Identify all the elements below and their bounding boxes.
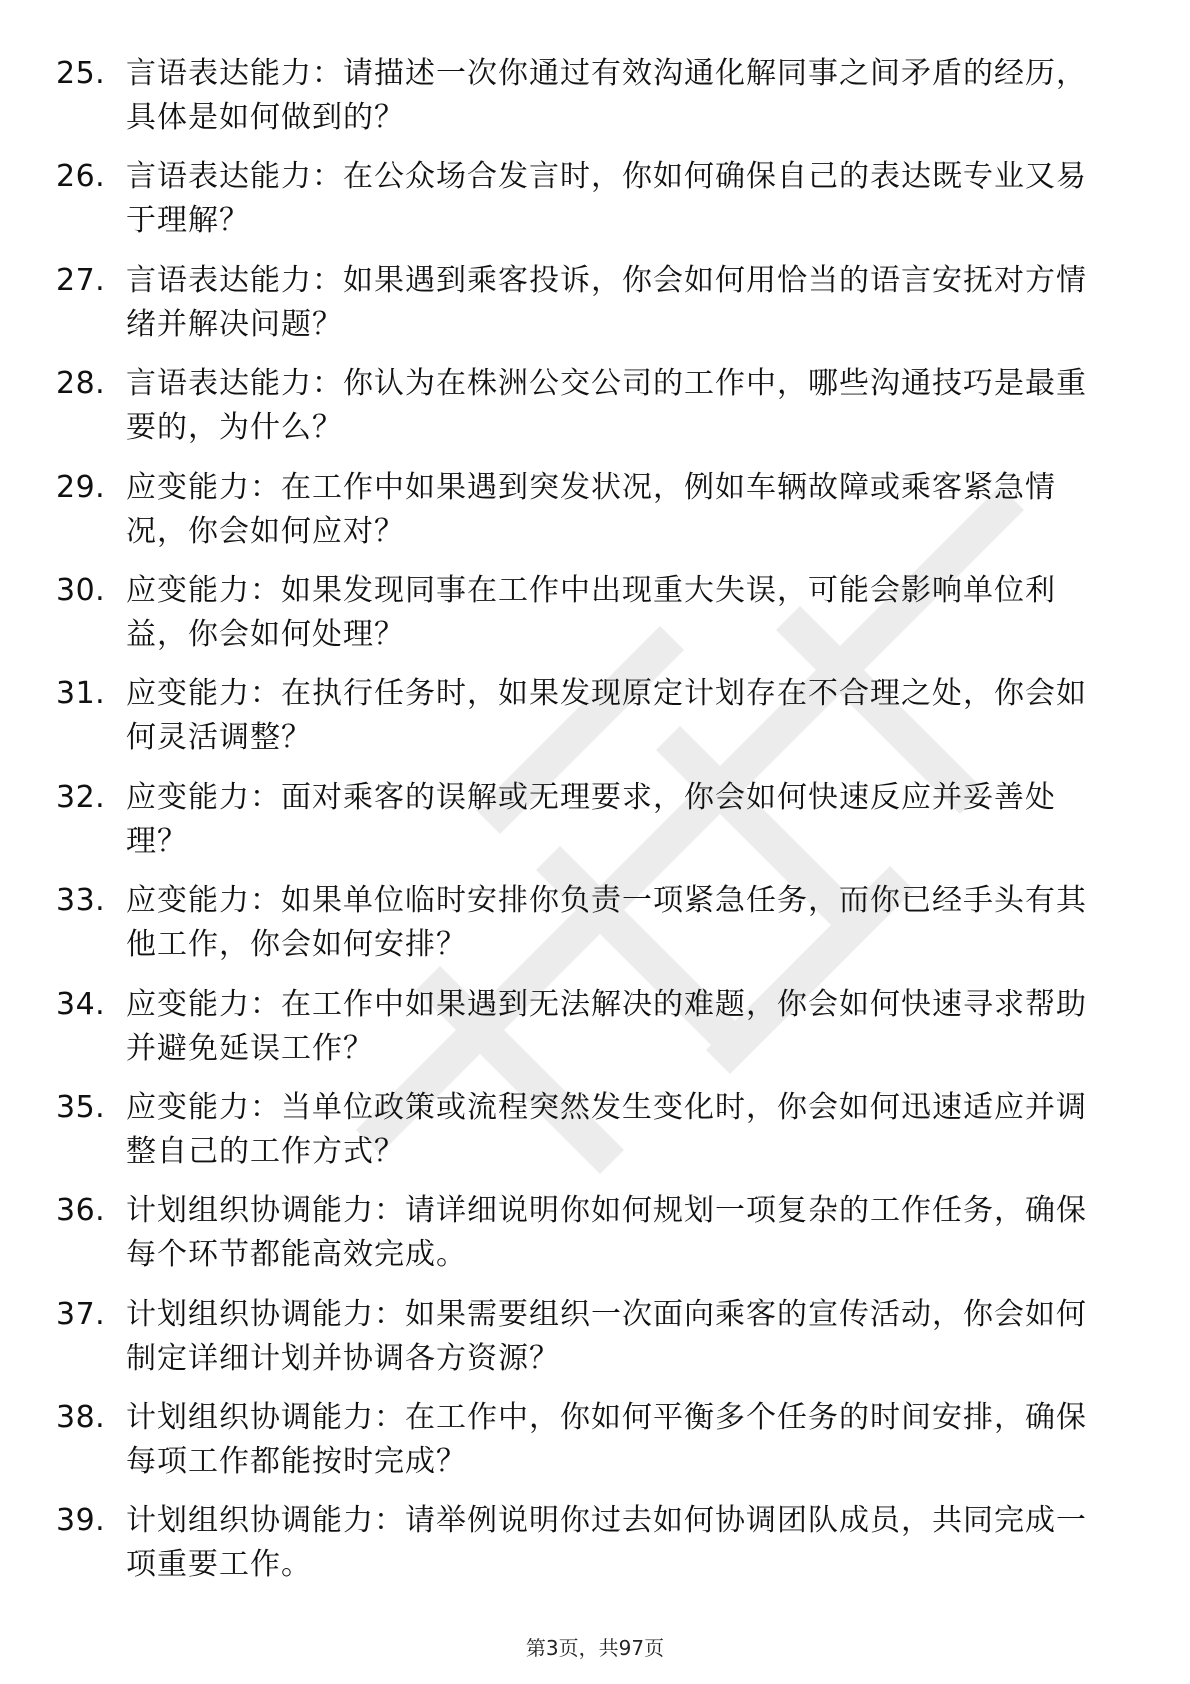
question-list [0, 52, 1190, 1603]
question-number: 35. [56, 1089, 106, 1125]
list-item [0, 1189, 1190, 1292]
page-number-label: 第3页，共97页 [525, 1636, 665, 1660]
list-item [0, 52, 1190, 155]
question-number: 39. [56, 1503, 106, 1539]
question-number: 27. [56, 262, 106, 298]
question-text: 应变能力：如果发现同事在工作中出现重大失误，可能会影响单位利益，你会如何处理？ [126, 572, 1056, 652]
list-item [0, 1396, 1190, 1499]
list-item [0, 879, 1190, 982]
question-text: 计划组织协调能力：如果需要组织一次面向乘客的宣传活动，你会如何制定详细计划并协调各方资源？ [126, 1296, 1087, 1376]
list-item [0, 466, 1190, 569]
question-text: 言语表达能力：在公众场合发言时，你如何确保自己的表达既专业又易于理解？ [126, 159, 1087, 239]
list-item [0, 362, 1190, 465]
question-number: 30. [56, 572, 106, 608]
question-text: 应变能力：面对乘客的误解或无理要求，你会如何快速反应并妥善处理？ [126, 779, 1056, 859]
question-number: 36. [56, 1193, 106, 1229]
list-item [0, 1086, 1190, 1189]
list-item [0, 1499, 1190, 1602]
question-text: 应变能力：当单位政策或流程突然发生变化时，你会如何迅速适应并调整自己的工作方式？ [126, 1089, 1087, 1169]
question-text: 计划组织协调能力：在工作中，你如何平衡多个任务的时间安排，确保每项工作都能按时完成？ [126, 1400, 1087, 1480]
list-item [0, 672, 1190, 775]
question-text: 应变能力：在工作中如果遇到无法解决的难题，你会如何快速寻求帮助并避免延误工作？ [126, 986, 1087, 1066]
list-item [0, 259, 1190, 362]
list-item [0, 983, 1190, 1086]
question-number: 38. [56, 1400, 106, 1436]
question-text: 计划组织协调能力：请举例说明你过去如何协调团队成员，共同完成一项重要工作。 [126, 1503, 1087, 1583]
list-item [0, 569, 1190, 672]
question-text: 应变能力：在执行任务时，如果发现原定计划存在不合理之处，你会如何灵活调整？ [126, 676, 1087, 756]
question-number: 28. [56, 366, 106, 402]
question-number: 25. [56, 56, 106, 91]
question-number: 31. [56, 676, 106, 712]
page-footer [0, 1635, 1190, 1661]
question-text: 言语表达能力：如果遇到乘客投诉，你会如何用恰当的语言安抚对方情绪并解决问题？ [126, 262, 1087, 342]
list-item [0, 776, 1190, 879]
question-number: 34. [56, 986, 106, 1022]
question-text: 应变能力：如果单位临时安排你负责一项紧急任务，而你已经手头有其他工作，你会如何安排？ [126, 883, 1087, 963]
question-text: 计划组织协调能力：请详细说明你如何规划一项复杂的工作任务，确保每个环节都能高效完成。 [126, 1193, 1087, 1273]
question-number: 33. [56, 883, 106, 919]
question-number: 32. [56, 779, 106, 815]
question-text: 言语表达能力：请描述一次你通过有效沟通化解同事之间矛盾的经历，具体是如何做到的？ [126, 56, 1087, 135]
question-text: 应变能力：在工作中如果遇到突发状况，例如车辆故障或乘客紧急情况，你会如何应对？ [126, 469, 1056, 549]
question-number: 26. [56, 159, 106, 195]
question-text: 言语表达能力：你认为在株洲公交公司的工作中，哪些沟通技巧是最重要的，为什么？ [126, 366, 1087, 446]
question-number: 37. [56, 1296, 106, 1332]
list-item [0, 1293, 1190, 1396]
question-number: 29. [56, 469, 106, 505]
list-item [0, 155, 1190, 258]
